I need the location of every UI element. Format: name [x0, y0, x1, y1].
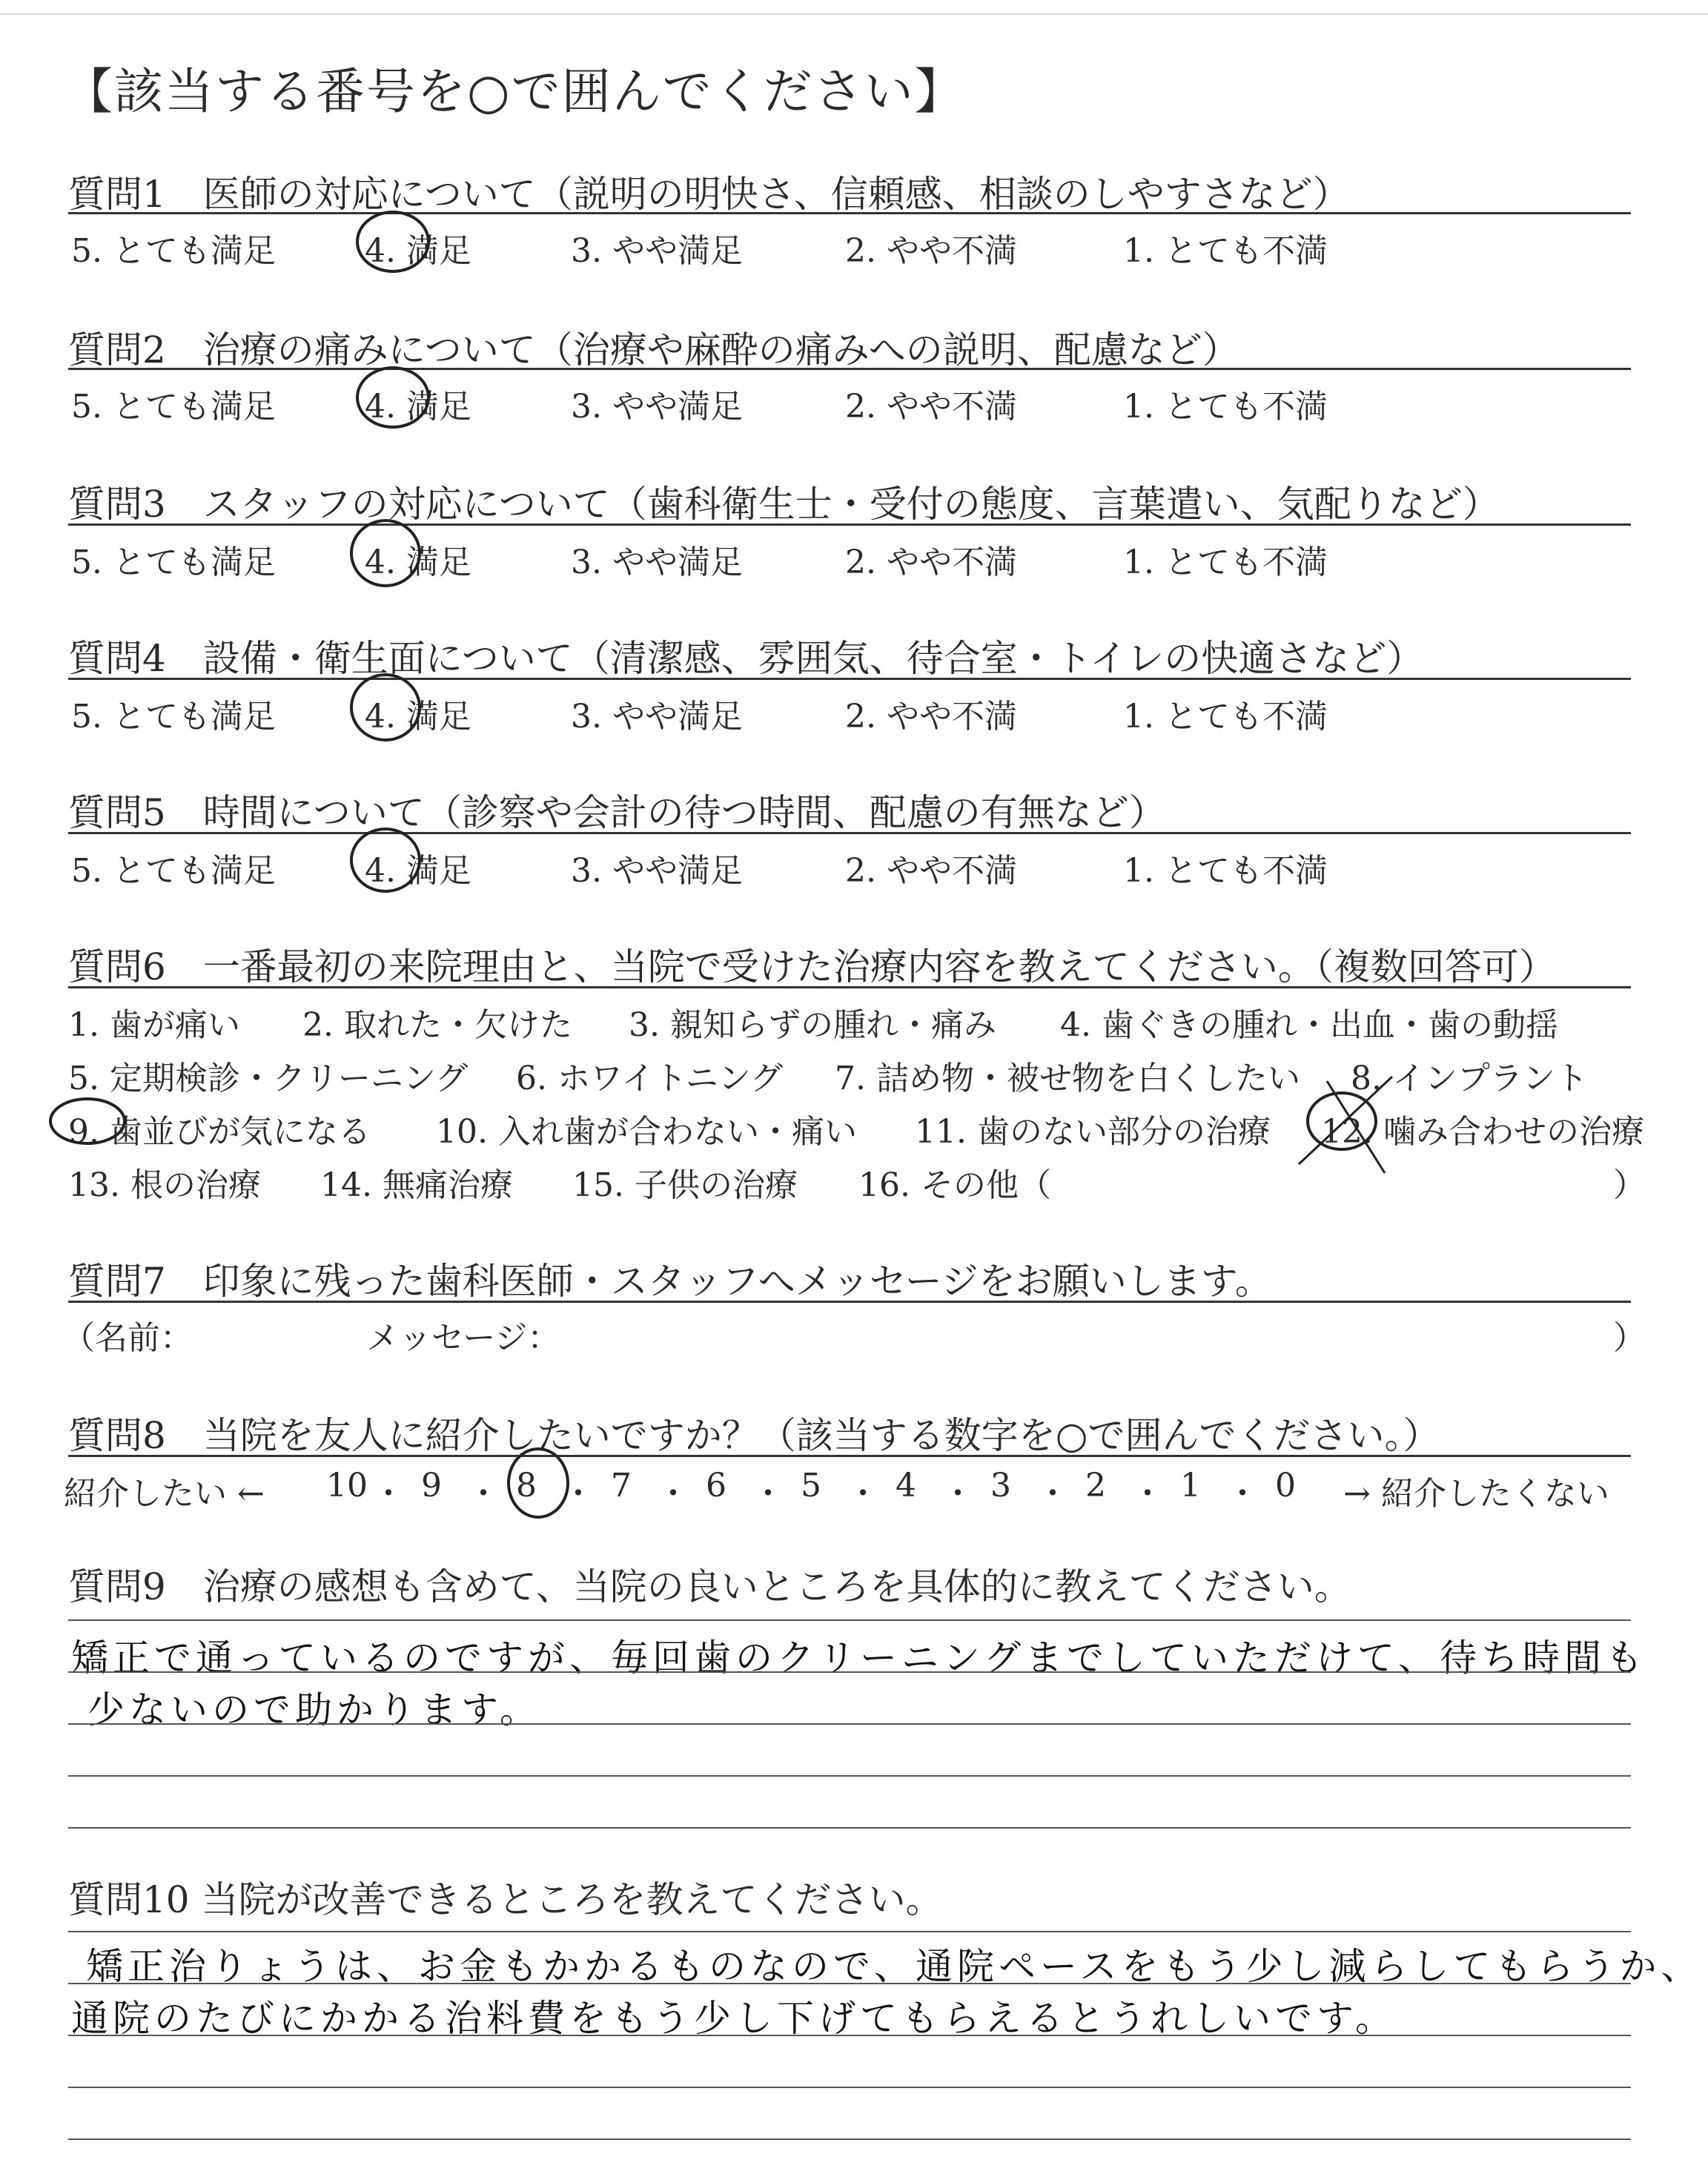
- q2-option-3[interactable]: 3. やや満足: [571, 388, 743, 426]
- q4-option-1[interactable]: 1. とても不満: [1123, 698, 1328, 736]
- q8-scale-value-4[interactable]: 4: [896, 1467, 916, 1505]
- q6-option-6[interactable]: 6. ホワイトニング: [516, 1060, 784, 1097]
- q5-option-3[interactable]: 3. やや満足: [571, 852, 743, 890]
- q6-option-1[interactable]: 1. 歯が痛い: [68, 1006, 240, 1044]
- q8-scale-value-8[interactable]: 8: [516, 1467, 537, 1505]
- q4-circle-mark: [351, 675, 420, 740]
- question-2-title: 質問2 治療の痛みについて（治療や麻酔の痛みへの説明、配慮など）: [68, 328, 1239, 371]
- q6-option-12[interactable]: 12. 噛み合わせの治療: [1321, 1113, 1644, 1151]
- q1-option-3[interactable]: 3. やや満足: [571, 232, 743, 270]
- q6-option-10[interactable]: 10. 入れ歯が合わない・痛い: [436, 1113, 857, 1151]
- q6-option-16[interactable]: 16. その他（: [858, 1166, 1051, 1204]
- q8-left-label: 紹介したい ←: [64, 1475, 265, 1513]
- q1-option-5[interactable]: 5. とても満足: [71, 232, 276, 270]
- q2-option-2[interactable]: 2. やや不満: [845, 388, 1017, 426]
- q9-answer-line-2[interactable]: 少ないので助かります。: [87, 1688, 541, 1731]
- q8-scale-separator: ・: [1131, 1475, 1164, 1513]
- page-heading: 【該当する番号を○で囲んでください】: [64, 63, 965, 120]
- q4-option-5[interactable]: 5. とても満足: [71, 698, 276, 736]
- q6-option-4[interactable]: 4. 歯ぐきの腫れ・出血・歯の動揺: [1060, 1006, 1558, 1044]
- question-3-title: 質問3 スタッフの対応について（歯科衛生士・受付の態度、言葉遣い、気配りなど）: [68, 483, 1500, 526]
- q6-option-5[interactable]: 5. 定期検診・クリーニング: [68, 1060, 469, 1097]
- q4-option-4[interactable]: 4. 満足: [365, 698, 471, 736]
- q10-answer-line-1[interactable]: 矯正治りょうは、お金もかかるものなので、通院ペースをもう少し減らしてもらうか、: [86, 1945, 1703, 1988]
- question-6-title: 質問6 一番最初の来院理由と、当院で受けた治療内容を教えてください。（複数回答可）: [68, 945, 1556, 988]
- q8-scale-value-7[interactable]: 7: [611, 1467, 632, 1505]
- q8-scale-value-3[interactable]: 3: [990, 1467, 1011, 1505]
- q9-answer-line-1[interactable]: 矯正で通っているのですが、毎回歯のクリーニングまでしていただけて、待ち時間も: [71, 1636, 1647, 1680]
- q7-close-paren: ）: [1613, 1319, 1646, 1357]
- question-1-title: 質問1 医師の対応について（説明の明快さ、信頼感、相談のしやすさなど）: [68, 173, 1350, 216]
- q6-option-13[interactable]: 13. 根の治療: [68, 1166, 261, 1204]
- q8-scale-value-0[interactable]: 0: [1275, 1467, 1296, 1505]
- q8-scale-value-9[interactable]: 9: [421, 1467, 442, 1505]
- question-10-title: 質問10 当院が改善できるところを教えてください。: [68, 1878, 943, 1921]
- q8-scale-separator: ・: [1036, 1475, 1069, 1513]
- q5-option-2[interactable]: 2. やや不満: [845, 852, 1017, 890]
- q8-scale-value-10[interactable]: 10: [326, 1467, 368, 1505]
- q8-scale-value-2[interactable]: 2: [1085, 1467, 1106, 1505]
- q8-scale-value-1[interactable]: 1: [1180, 1467, 1201, 1505]
- q3-circle-mark: [351, 521, 420, 586]
- q3-option-3[interactable]: 3. やや満足: [571, 544, 743, 581]
- q2-option-1[interactable]: 1. とても不満: [1123, 388, 1328, 426]
- q6-option-3[interactable]: 3. 親知らずの腫れ・痛み: [629, 1006, 996, 1044]
- q1-option-2[interactable]: 2. やや不満: [845, 232, 1017, 270]
- q8-scale-separator: ・: [847, 1475, 879, 1513]
- q8-scale-value-6[interactable]: 6: [706, 1467, 726, 1505]
- q6-option-15[interactable]: 15. 子供の治療: [572, 1166, 798, 1204]
- q3-option-4[interactable]: 4. 満足: [365, 544, 471, 581]
- q7-message-label: メッセージ：: [366, 1319, 560, 1357]
- q6-option-7[interactable]: 7. 詰め物・被せ物を白くしたい: [835, 1060, 1300, 1097]
- q8-scale-separator: ・: [372, 1475, 405, 1513]
- q3-option-2[interactable]: 2. やや不満: [845, 544, 1017, 581]
- question-4-title: 質問4 設備・衛生面について（清潔感、雰囲気、待合室・トイレの快適さなど）: [68, 637, 1424, 680]
- q6-option-9[interactable]: 9. 歯並びが気になる: [68, 1113, 371, 1151]
- q6-option-8[interactable]: 8. インプラント: [1351, 1060, 1588, 1097]
- q6-option-11[interactable]: 11. 歯のない部分の治療: [915, 1113, 1271, 1151]
- q1-option-4[interactable]: 4. 満足: [365, 232, 471, 270]
- q8-scale-separator: ・: [752, 1475, 784, 1513]
- q3-option-5[interactable]: 5. とても満足: [71, 544, 276, 581]
- q6-other-close-paren: ）: [1613, 1166, 1646, 1204]
- q1-circle-mark: [357, 212, 428, 271]
- q5-option-1[interactable]: 1. とても不満: [1123, 852, 1328, 890]
- q8-circle-mark: [509, 1449, 568, 1517]
- q8-scale-separator: ・: [562, 1475, 595, 1513]
- q6-option-9-circle-mark: [50, 1099, 125, 1143]
- q8-scale-separator: ・: [467, 1475, 500, 1513]
- q8-scale-separator: ・: [657, 1475, 689, 1513]
- q2-option-4[interactable]: 4. 満足: [365, 388, 471, 426]
- q8-scale-separator: ・: [941, 1475, 974, 1513]
- question-5-title: 質問5 時間について（診察や会計の待つ時間、配慮の有無など）: [68, 791, 1166, 834]
- q8-scale-value-5[interactable]: 5: [801, 1467, 821, 1505]
- q4-option-2[interactable]: 2. やや不満: [845, 698, 1017, 736]
- q7-name-label: （名前：: [62, 1319, 193, 1357]
- question-7-title: 質問7 印象に残った歯科医師・スタッフへメッセージをお願いします。: [68, 1260, 1272, 1303]
- q8-right-label: → 紹介したくない: [1343, 1475, 1609, 1513]
- q2-option-5[interactable]: 5. とても満足: [71, 388, 276, 426]
- q8-scale-separator: ・: [1226, 1475, 1259, 1513]
- q1-option-1[interactable]: 1. とても不満: [1123, 232, 1328, 270]
- q5-option-5[interactable]: 5. とても満足: [71, 852, 276, 890]
- q6-option-14[interactable]: 14. 無痛治療: [320, 1166, 513, 1204]
- q5-option-4[interactable]: 4. 満足: [365, 852, 471, 890]
- q4-option-3[interactable]: 3. やや満足: [571, 698, 743, 736]
- q3-option-1[interactable]: 1. とても不満: [1123, 544, 1328, 581]
- q10-answer-line-2[interactable]: 通院のたびにかかる治料費をもう少し下げてもらえるとうれしいです。: [71, 1997, 1397, 2040]
- q6-option-2[interactable]: 2. 取れた・欠けた: [302, 1006, 572, 1044]
- q5-circle-mark: [351, 829, 420, 891]
- q2-circle-mark: [357, 368, 428, 427]
- q6-option-12-cross-mark: [1299, 1077, 1392, 1173]
- question-9-title: 質問9 治療の感想も含めて、当院の良いところを具体的に教えてください。: [68, 1565, 1351, 1608]
- question-8-title: 質問8 当院を友人に紹介したいですか？（該当する数字を○で囲んでください。）: [68, 1414, 1440, 1457]
